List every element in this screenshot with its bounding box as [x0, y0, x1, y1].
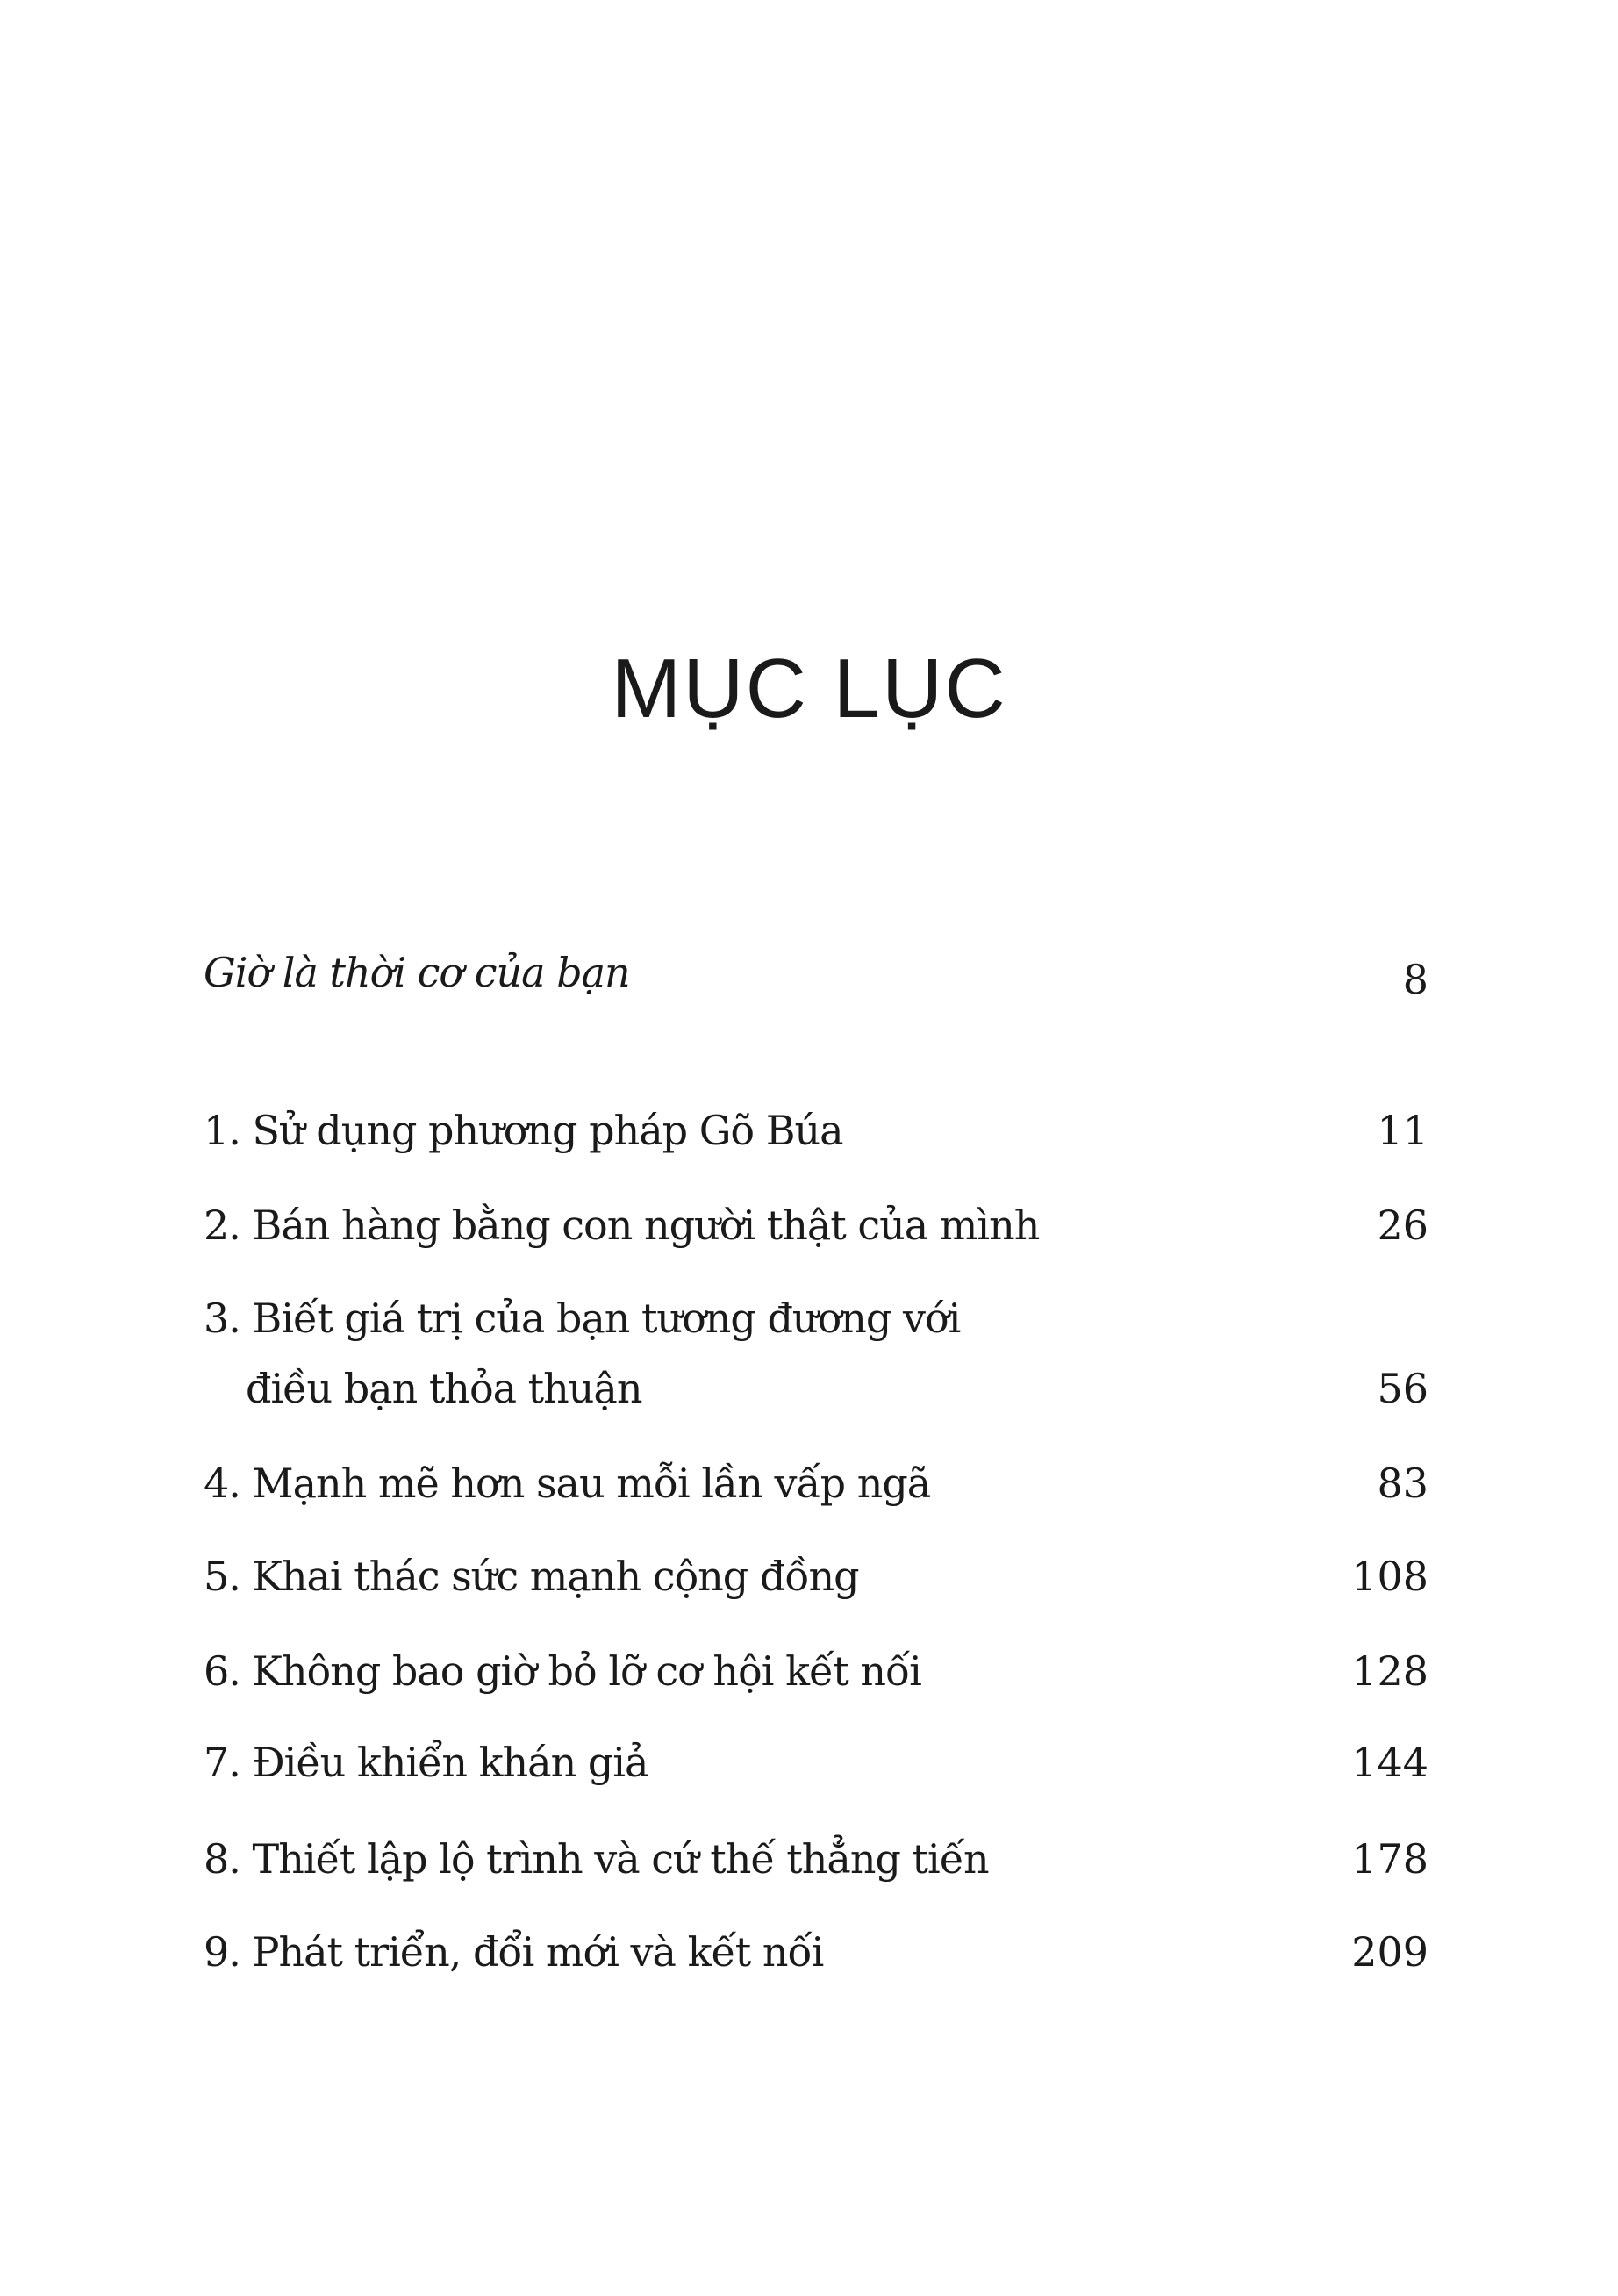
toc-entry-page: 128: [1351, 1647, 1428, 1695]
toc-entry-label-line2: điều bạn thỏa thuận: [246, 1365, 642, 1412]
toc-entry-label: 2. Bán hàng bằng con người thật của mình: [204, 1202, 1040, 1249]
toc-entry-page: 56: [1377, 1365, 1428, 1412]
page-title: MỤC LỤC: [611, 642, 1007, 735]
toc-entry-label: 7. Điều khiển khán giả: [204, 1739, 648, 1786]
toc-entry-page: 209: [1351, 1928, 1428, 1976]
toc-entry-label: 1. Sử dụng phương pháp Gõ Búa: [204, 1107, 843, 1154]
toc-entry-page: 178: [1351, 1835, 1428, 1883]
toc-entry-label: 9. Phát triển, đổi mới và kết nối: [204, 1928, 824, 1976]
toc-entry-page: 8: [1402, 956, 1428, 1003]
toc-entry-page: 26: [1377, 1202, 1428, 1249]
toc-entry-label: Giờ là thời cơ của bạn: [204, 949, 630, 996]
toc-entry-label: 8. Thiết lập lộ trình và cứ thế thẳng tiến: [204, 1835, 989, 1883]
toc-entry-page: 144: [1351, 1739, 1428, 1786]
toc-entry-page: 108: [1351, 1553, 1428, 1600]
toc-entry-page: 83: [1377, 1460, 1428, 1507]
toc-entry-page: 11: [1377, 1107, 1428, 1154]
toc-entry-label: 6. Không bao giờ bỏ lỡ cơ hội kết nối: [204, 1647, 921, 1695]
toc-entry-label: 4. Mạnh mẽ hơn sau mỗi lần vấp ngã: [204, 1460, 931, 1507]
toc-entry-label: 3. Biết giá trị của bạn tương đương với: [204, 1295, 961, 1342]
toc-entry-label: 5. Khai thác sức mạnh cộng đồng: [204, 1553, 859, 1600]
